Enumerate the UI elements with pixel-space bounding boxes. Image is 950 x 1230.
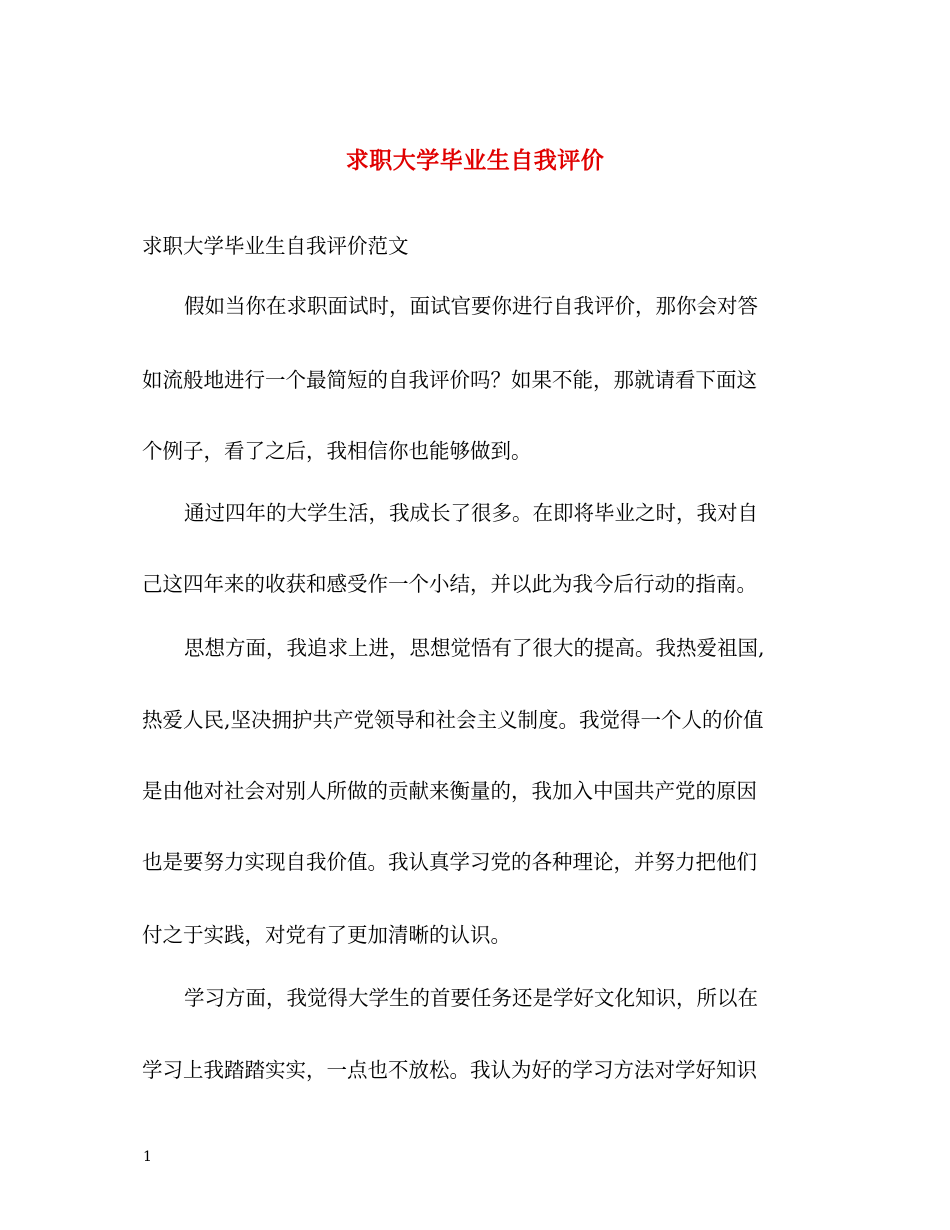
paragraph-line: 学习上我踏踏实实，一点也不放松。我认为好的学习方法对学好知识: [142, 1058, 757, 1082]
paragraph-line: 通过四年的大学生活，我成长了很多。在即将毕业之时，我对自: [184, 501, 758, 525]
paragraph-line: 付之于实践，对党有了更加清晰的认识。: [142, 923, 511, 947]
paragraph-line: 假如当你在求职面试时，面试官要你进行自我评价，那你会对答: [184, 294, 758, 318]
paragraph-line: 如流般地进行一个最简短的自我评价吗？如果不能，那就请看下面这: [142, 368, 757, 392]
document-title: 求职大学毕业生自我评价: [345, 147, 605, 174]
paragraph-line: 个例子，看了之后，我相信你也能够做到。: [142, 439, 532, 463]
paragraph-line: 学习方面，我觉得大学生的首要任务还是学好文化知识，所以在: [184, 986, 758, 1010]
document-subtitle: 求职大学毕业生自我评价范文: [142, 234, 409, 258]
page-number: 1: [143, 1149, 152, 1165]
paragraph-line: 热爱人民,坚决拥护共产党领导和社会主义制度。我觉得一个人的价值: [142, 708, 764, 732]
paragraph-line: 思想方面，我追求上进，思想觉悟有了很大的提高。我热爱祖国,: [184, 636, 765, 660]
paragraph-line: 己这四年来的收获和感受作一个小结，并以此为我今后行动的指南。: [142, 572, 757, 596]
paragraph-line: 是由他对社会对别人所做的贡献来衡量的，我加入中国共产党的原因: [142, 779, 757, 803]
paragraph-line: 也是要努力实现自我价值。我认真学习党的各种理论，并努力把他们: [142, 850, 757, 874]
